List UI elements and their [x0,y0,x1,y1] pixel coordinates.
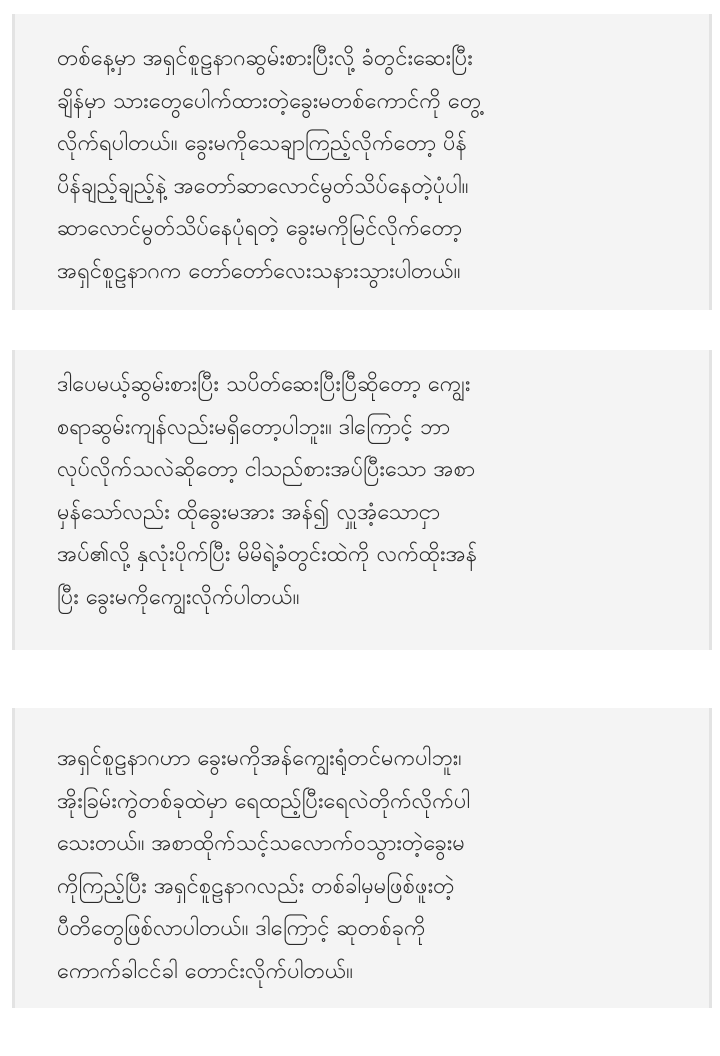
story-card-3 [12,708,712,1008]
paragraph-2: ဒါပေမယ့်ဆွမ်းစားပြီး သပိတ်ဆေးပြီးပြီဆိုတော့ ကျွေး စရာဆွမ်းကျန်လည်းမရှိတော့ပါဘူး။ ဒါကြောင့် ဘာ လုပ်လိုက်သလဲဆိုတော့ ငါသည်စားအပ်ပြီးသော အစာ မှန်သော်လည်း ထိုခွေးမအား အန်၍ လှူအံ့သောငှာ အပ်၏လို့ နှလုံးပိုက်ပြီး မိမိရဲ့ခံတွင်းထဲကို လက်ထိုးအန် ပြီး ခွေးမကိုကျွေးလိုက်ပါတယ်။ [57,372,478,610]
story-card-2 [12,350,712,650]
story-card-1 [12,14,712,310]
paragraph-1: တစ်နေ့မှာ အရှင်စူဠနာဂဆွမ်းစားပြီးလို့ ခံတွင်းဆေးပြီး ချိန်မှာ သားတွေပေါက်ထားတဲ့ခွေးမတစ်ကောင်ကို တွေ့ လိုက်ရပါတယ်။ ခွေးမကိုသေချာကြည့်လိုက်တော့ ပိန် ပိန်ချည့်ချည့်နဲ့ အတော်ဆာလောင်မွတ်သိပ်နေတဲ့ပုံပါ။ ဆာလောင်မွတ်သိပ်နေပုံရတဲ့ ခွေးမကိုမြင်လိုက်တော့ အရှင်စူဠနာဂက တော်တော်လေးသနားသွားပါတယ်။ [57,46,482,284]
paragraph-3: အရှင်စူဠနာဂဟာ ခွေးမကိုအန်ကျွေးရုံတင်မကပါဘူး၊ အိုးခြမ်းကွဲတစ်ခုထဲမှာ ရေထည့်ပြီးရေလဲတိုက်လိုက်ပါ သေးတယ်။ အစာထိုက်သင့်သလောက်ဝသွားတဲ့ခွေးမ ကိုကြည့်ပြီး အရှင်စူဠနာဂလည်း တစ်ခါမှမဖြစ်ဖူးတဲ့ ပီတိတွေဖြစ်လာပါတယ်။ ဒါကြောင့် ဆုတစ်ခုကို ကောက်ခါငင်ခါ တောင်းလိုက်ပါတယ်။ [57,746,471,984]
